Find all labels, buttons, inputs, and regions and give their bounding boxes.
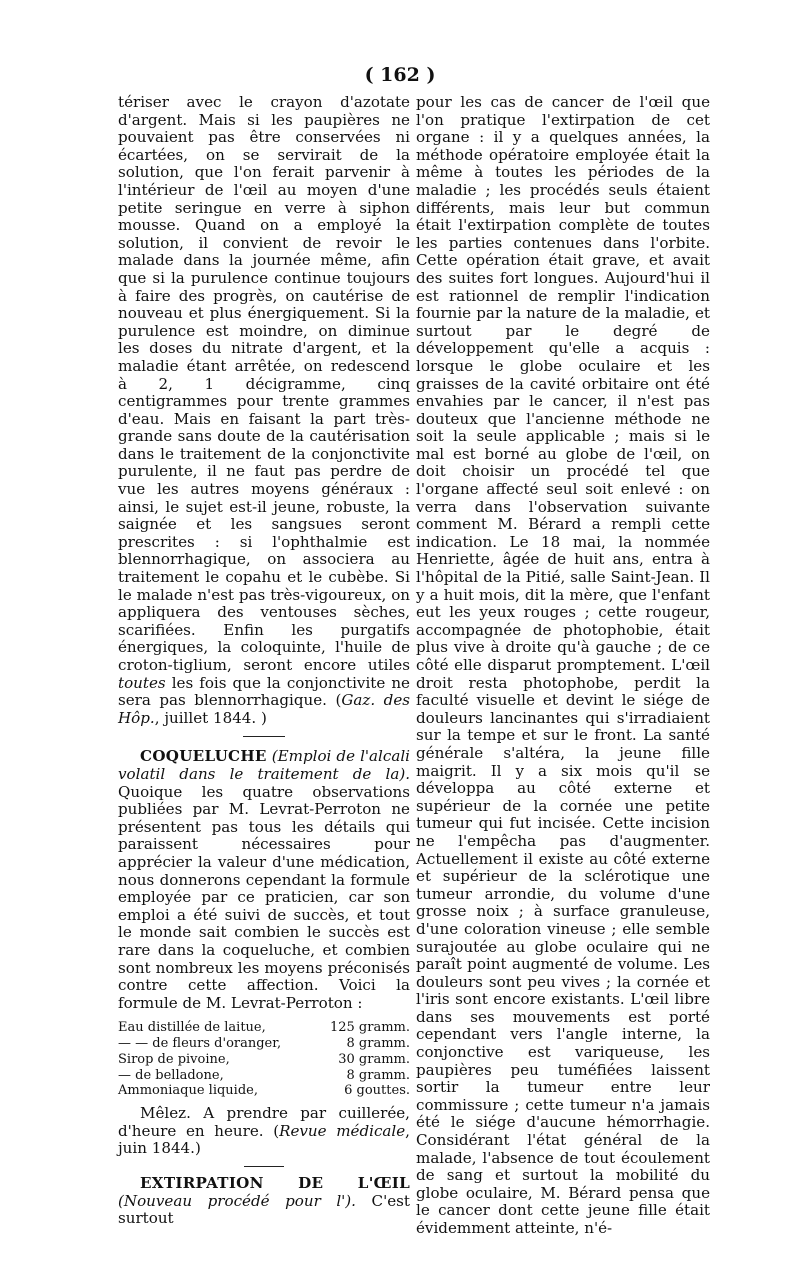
recipe-qty: 30 gramm.	[338, 1051, 410, 1067]
recipe-item: Ammoniaque liquide,	[118, 1083, 258, 1099]
recipe-row	[118, 1036, 410, 1052]
emphasis-toutes: toutes	[118, 673, 166, 692]
section-divider	[243, 736, 285, 737]
subtitle-coqueluche: (Emploi de l'alcali volatil dans le traitement de la).	[118, 747, 410, 783]
source-gazette-date: , juillet 1844. )	[154, 708, 267, 727]
recipe-qty: 6 gouttes.	[344, 1083, 410, 1099]
recipe-row	[118, 1020, 410, 1036]
heading-coqueluche: COQUELUCHE	[140, 747, 267, 766]
recipe-formula	[118, 1020, 410, 1099]
recipe-item: — — de fleurs d'oranger,	[118, 1036, 282, 1052]
coqueluche-text: Quoique les quatre observations publiées par M. Levrat-Perroton ne présentent pas tous les détails qui paraissent nécessaires pour apprécier la valeur d'une médication, nous donnerons cependant la formule employée par ce praticien, car son emploi a été suivi de succès, et tout le monde sait combien le succès est rare dans la coqueluche, et combien sont nombreux les moyens préconisés contre cette affection. Voici la formule de M. Levrat-Perroton :	[118, 782, 410, 1012]
source-revue-date: , juin 1844.)	[118, 1121, 410, 1158]
recipe-row	[118, 1083, 410, 1099]
recipe-item: Eau distillée de laitue,	[118, 1020, 266, 1036]
left-column	[118, 94, 410, 1228]
recipe-row	[118, 1068, 410, 1084]
source-revue: Revue médicale	[279, 1121, 406, 1140]
source-gazette: Gaz. des Hôp.	[118, 691, 410, 727]
recipe-qty: 8 gramm.	[346, 1067, 410, 1083]
section-divider	[244, 1166, 284, 1167]
recipe-qty: 8 gramm.	[346, 1036, 410, 1052]
melez-text: Mêlez. A prendre par cuillerée, d'heure en heure. (	[118, 1104, 410, 1140]
paragraph-purulence-text: tériser avec le crayon d'azotate d'argent. Mais si les paupières ne pouvaient pas être conservées ni écartées, on se servirait de la solution, que l'on ferait parvenir à l'intérieur de l'œil au moyen d'une petite seringue en verre à siphon mousse. Quand on a employé la solution, il convient de revoir le malade dans la journée même, afin que si la purulence continue toujours à faire des progrès, on cautérise de nouveau et plus énergiquement. Si la purulence est moindre, on diminue les doses du nitrate d'argent, et la maladie étant arrêtée, on redescend à 2, 1 décigramme, cinq centigrammes pour trente grammes d'eau. Mais en faisant la part très-grande sans doute de la cautérisation dans le traitement de la conjonctivite purulente, il ne faut pas perdre de vue les autres moyens généraux : ainsi, le sujet est-il jeune, robuste, la saignée et les sangsues seront prescrites : si l'ophthalmie est blennorrhagique, on associera au traitement le copahu et le cubèbe. Si le malade n'est pas très-vigoureux, on appliquera des ventouses sèches, scarifiées. Enfin les purgatifs énergiques, la coloquinte, l'huile de croton-tiglium, seront encore utiles	[118, 93, 410, 674]
recipe-item: Sirop de pivoine,	[118, 1051, 230, 1067]
paragraph-extirpation-body: pour les cas de cancer de l'œil que l'on pratique l'extirpation de cet organe : il y a quelques années, la méthode opératoire employée était la même à toutes les périodes de la maladie ; les procédés seuls étaient différents, mais leur but commun était l'extirpation complète de toutes les parties contenues dans l'orbite. Cette opération était grave, et avait des suites fort longues. Aujourd'hui il est rationnel de remplir l'indication fournie par la nature de la maladie, et surtout par le degré de développement qu'elle a acquis : lorsque le globe oculaire et les graisses de la cavité orbitaire ont été envahies par le cancer, il n'est pas douteux que l'ancienne méthode ne soit la seule applicable ; mais si le mal est borné au globe de l'œil, on doit choisir un procédé tel que l'organe affecté seul soit enlevé : on verra dans l'observation suivante comment M. Bérard a rempli cette indication. Le 18 mai, la nommée Henriette, âgée de huit ans, entra à l'hôpital de la Pitié, salle Saint-Jean. Il y a huit mois, dit la mère, que l'enfant eut les yeux rouges ; cette rougeur, accompagnée de photophobie, était plus vive à droite qu'à gauche ; de ce côté elle disparut promptement. L'œil droit resta photophobe, perdit la faculté visuelle et devint le siége de douleurs lancinantes qui s'irradiaient sur la tempe et sur le front. La santé générale s'altéra, la jeune fille maigrit. Il y a six mois qu'il se développa au côté externe et supérieur de la cornée une petite tumeur qui fut incisée. Cette incision ne l'empêcha pas d'augmenter. Actuellement il existe au côté externe et supérieur de la sclérotique une tumeur arrondie, du volume d'une grosse noix ; à surface granuleuse, d'une coloration vineuse ; elle semble surajoutée au globe oculaire qui ne paraît point augmenté de volume. Les douleurs sont peu vives ; la cornée et l'iris sont encore existants. L'œil libre dans ses mouvements est porté cependant vers l'angle interne, la conjonctive est variqueuse, les paupières peu tuméfiées laissent sortir la tumeur entre leur commissure ; cette tumeur n'a jamais été le siége d'aucune hémorrhagie. Considérant l'état général de la malade, l'absence de tout écoulement de sang et surtout la mobilité du globe oculaire, M. Bérard pensa que le cancer dont cette jeune fille était évidemment atteinte, n'é-	[416, 93, 710, 1237]
paragraph-melez	[118, 1105, 410, 1158]
section-extirpation	[118, 1175, 410, 1228]
recipe-row	[118, 1052, 410, 1068]
heading-extirpation: EXTIRPATION DE L'ŒIL	[140, 1174, 410, 1193]
section-coqueluche	[118, 748, 410, 1012]
recipe-qty: 125 gramm.	[329, 1020, 410, 1036]
right-column	[416, 94, 710, 1238]
subtitle-extirpation: (Nouveau procédé pour l').	[118, 1191, 356, 1210]
paragraph-purulence	[118, 94, 410, 727]
recipe-item: — de belladone,	[118, 1067, 224, 1083]
paragraph-purulence-tail: les fois que la conjonctivite ne sera pas blennorrhagique. (	[118, 673, 410, 710]
page-number: ( 162 )	[364, 64, 436, 86]
extirpation-start: C'est surtout	[118, 1191, 410, 1228]
